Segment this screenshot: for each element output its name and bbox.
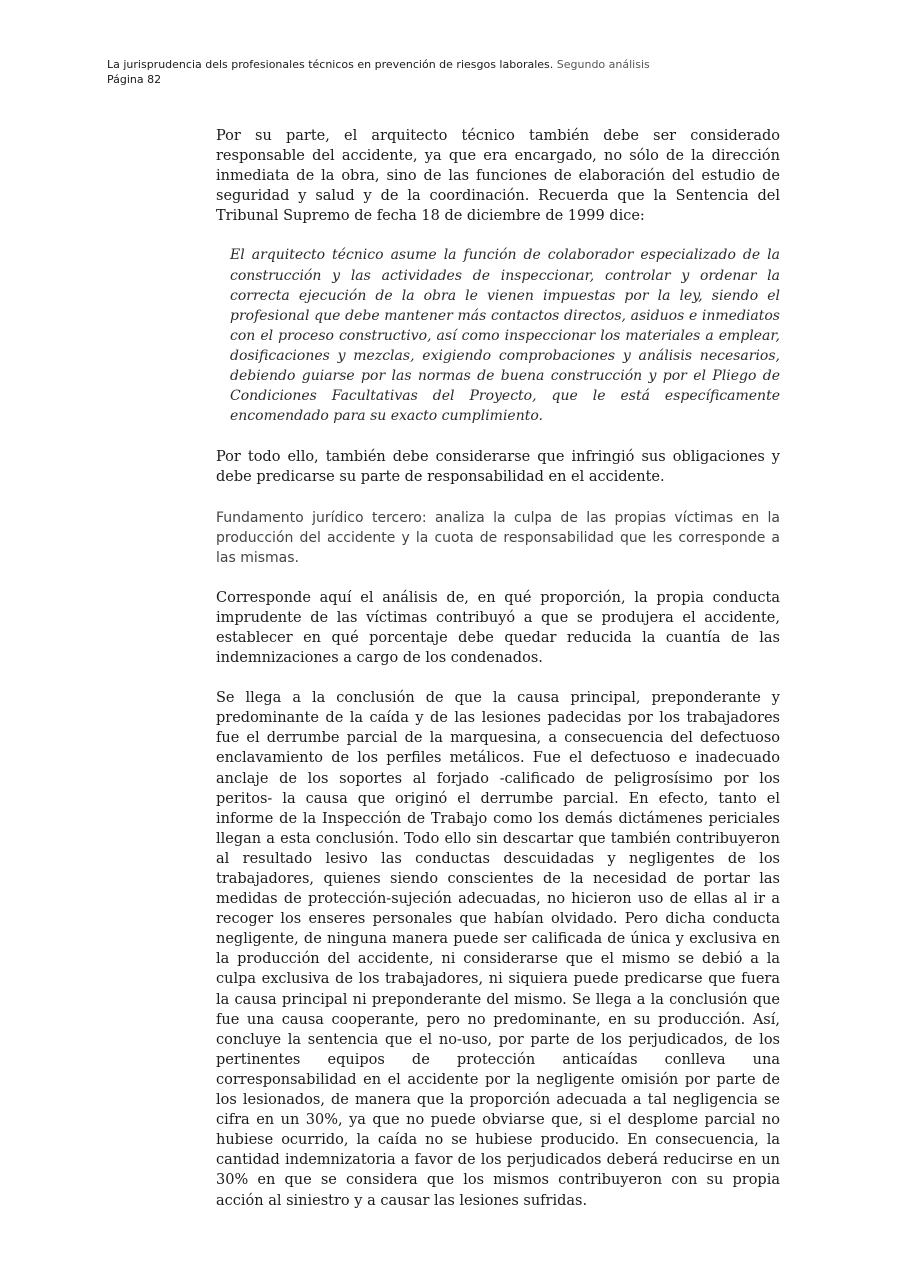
paragraph-conclusion: Por todo ello, también debe considerarse que infringió sus obligaciones y debe predicarse su parte de responsabilidad en el accidente.	[216, 449, 780, 486]
paragraph-proporcion: Corresponde aquí el análisis de, en qué proporción, la propia conducta imprudente de las víctimas contribuyó a que se produjera el accidente, establecer en qué porcentaje debe quedar reducida la cuantía de las indemnizaciones a cargo de los condenados.	[216, 589, 780, 667]
document-title: La jurisprudencia dels profesionales técnicos en prevención de riesgos laborales.	[107, 58, 554, 71]
paragraph-arquitecto: Por su parte, el arquitecto técnico también debe ser considerado responsable del accidente, ya que era encargado, no sólo de la dirección inmediata de la obra, sino de las funciones de elaboración del estudio de seguridad y salud y de la coordinación. Recuerda que la Sentencia del Tribunal Supremo de fecha 18 de diciembre de 1999 dice:	[216, 128, 780, 225]
header-title-line	[107, 57, 807, 72]
page-number: Página 82	[107, 73, 162, 86]
block-quote-sentencia: El arquitecto técnico asume la función de colaborador especializado de la construcción y las actividades de inspeccionar, controlar y ordenar la correcta ejecución de la obra le vienen impuestas por la ley, siendo el profesional que debe mantener más contactos directos, asiduos e inmediatos con el proceso constructivo, así como inspeccionar los materiales a emplear, dosificaciones y mezclas, exigiendo comprobaciones y análisis necesarios, debiendo guiarse por las normas de buena construcción y por el Pliego de Condiciones Facultativas del Proyecto, que le está específicamente encomendado para su exacto cumplimiento.	[230, 247, 780, 425]
paragraph-causa-principal: Se llega a la conclusión de que la causa principal, preponderante y predominante de la caída y de las lesiones padecidas por los trabajadores fue el derrumbe parcial de la marquesina, a consecuencia del defectuoso enclavamiento de los perfiles metálicos. Fue el defectuoso e inadecuado anclaje de los soportes al forjado -calificado de peligrosísimo por los peritos- la causa que originó el derrumbe parcial. En efecto, tanto el informe de la Inspección de Trabajo como los demás dictámenes periciales llegan a esta conclusión. Todo ello sin descartar que también contribuyeron al resultado lesivo las conductas descuidadas y negligentes de los trabajadores, quienes siendo conscientes de la necesidad de portar las medidas de protección-sujeción adecuadas, no hicieron uso de ellas al ir a recoger los enseres personales que habían olvidado. Pero dicha conducta negligente, de ninguna manera puede ser calificada de única y exclusiva en la producción del accidente, ni considerarse que el mismo se debió a la culpa exclusiva de los trabajadores, ni siquiera puede predicarse que fuera la causa principal ni preponderante del mismo. Se llega a la conclusión que fue una causa cooperante, pero no predominante, en su producción. Así, concluye la sentencia que el no-uso, por parte de los perjudicados, de los pertinentes equipos de protección anticaídas conlleva una corresponsabilidad en el accidente por la negligente omisión por parte de los lesionados, de manera que la proporción adecuada a tal negligencia se cifra en un 30%, ya que no puede obviarse que, si el desplome parcial no hubiese ocurrido, la caída no se hubiese producido. En consecuencia, la cantidad indemnizatoria a favor de los perjudicados deberá reducirse en un 30% en que se considera que los mismos contribuyeron con su propia acción al siniestro y a causar las lesiones sufridas.	[216, 690, 780, 1209]
page-header	[107, 57, 807, 87]
section-heading: Fundamento jurídico tercero: analiza la culpa de las propias víctimas en la producción del accidente y la cuota de responsabilidad que les corresponde a las mismas.	[216, 509, 780, 566]
document-subtitle: Segundo análisis	[556, 58, 650, 71]
page-body	[216, 126, 780, 1211]
